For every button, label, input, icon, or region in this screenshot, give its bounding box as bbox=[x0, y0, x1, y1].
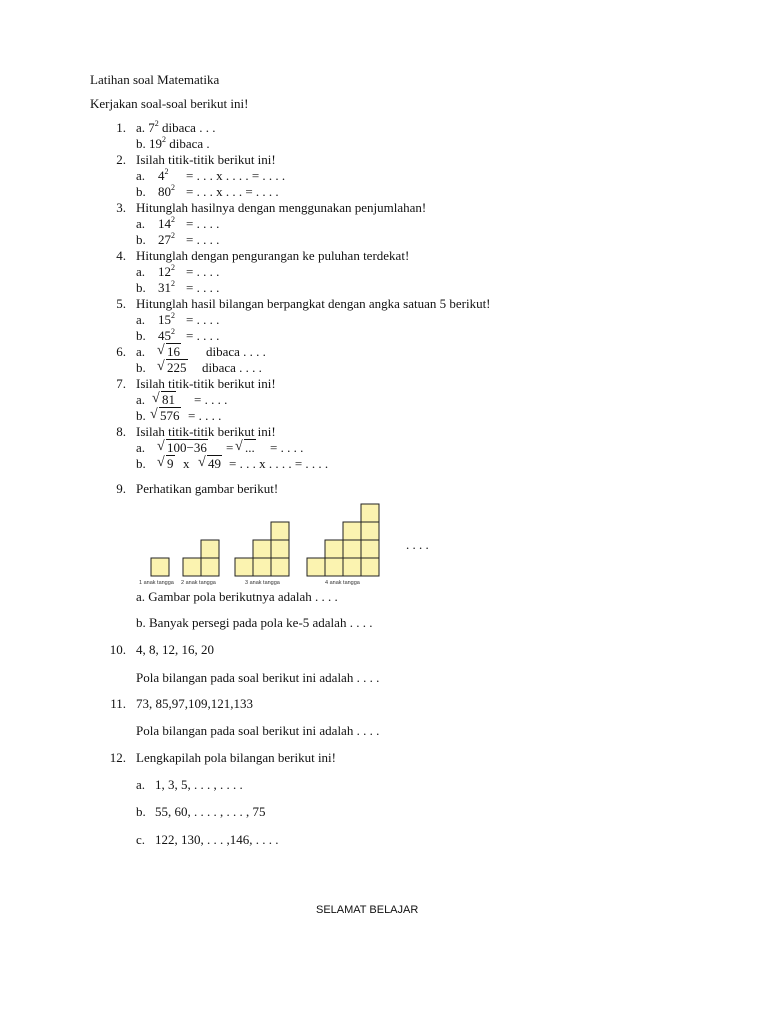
question-8b-answer: = . . . x . . . . = . . . . bbox=[229, 456, 329, 471]
root-sign: √ 16 bbox=[157, 343, 180, 359]
stair-square bbox=[343, 558, 361, 576]
question-2a: $4^2$ bbox=[158, 167, 169, 183]
stair-square bbox=[253, 540, 271, 558]
question-5a-answer: = . . . . bbox=[186, 312, 220, 327]
question-10-text: 4, 8, 12, 16, 20 bbox=[136, 642, 214, 657]
question-4b: $31^2$ bbox=[158, 279, 175, 295]
question-number: 5. bbox=[116, 296, 126, 311]
question-12a: 1, 3, 5, . . . , . . . . bbox=[155, 777, 243, 792]
question-7a-root bbox=[151, 392, 176, 408]
question-11-text: 73, 85,97,109,121,133 bbox=[136, 696, 253, 711]
question-5a-label: a. bbox=[136, 312, 146, 327]
question-3b-answer: = . . . . bbox=[186, 232, 220, 247]
question-4-text: Hitunglah dengan pengurangan ke puluhan terdekat! bbox=[136, 248, 410, 263]
question-8b-times: x bbox=[183, 456, 190, 471]
question-1b: b. $19^2$ dibaca . bbox=[136, 135, 210, 151]
question-6a-answer: dibaca . . . . bbox=[206, 344, 266, 359]
question-number: 3. bbox=[116, 200, 126, 215]
question-7b-label: b. bbox=[136, 408, 146, 423]
question-8a-label: a. bbox=[136, 440, 146, 455]
question-12b-label: b. bbox=[136, 804, 146, 819]
question-2-text: Isilah titik-titik berikut ini! bbox=[136, 152, 276, 167]
stair-square bbox=[361, 540, 379, 558]
question-number: 11. bbox=[110, 696, 126, 711]
question-6b-label: b. bbox=[136, 360, 146, 375]
question-number: 6. bbox=[116, 344, 126, 359]
question-7b-answer: = . . . . bbox=[188, 408, 222, 423]
stair-square bbox=[271, 558, 289, 576]
question-3-text: Hitunglah hasilnya dengan menggunakan penjumlahan! bbox=[136, 200, 427, 215]
question-2b-answer: = . . . x . . . = . . . . bbox=[186, 184, 279, 199]
root-sign: √ 100−36 bbox=[157, 439, 207, 455]
stair-square bbox=[325, 540, 343, 558]
question-number: 4. bbox=[116, 248, 126, 263]
question-number: 2. bbox=[116, 152, 126, 167]
question-7b-root bbox=[149, 408, 181, 424]
stair-caption: 4 anak tangga bbox=[325, 580, 360, 585]
question-8a-root2 bbox=[234, 440, 256, 456]
question-5-text: Hitunglah hasil bilangan berpangkat dengan angka satuan 5 berikut! bbox=[136, 296, 491, 311]
question-3b-label: b. bbox=[136, 232, 146, 247]
question-5b-label: b. bbox=[136, 328, 146, 343]
question-8a-answer: = . . . . bbox=[270, 440, 304, 455]
question-2b-label: b. bbox=[136, 184, 146, 199]
question-6b-root bbox=[156, 360, 188, 376]
question-8-text: Isilah titik-titik berikut ini! bbox=[136, 424, 276, 439]
question-12b: 55, 60, . . . . , . . . , 75 bbox=[155, 804, 266, 819]
question-9a: a. Gambar pola berikutnya adalah . . . . bbox=[136, 589, 338, 604]
stair-caption: 3 anak tangga bbox=[245, 580, 280, 585]
question-6a-label: a. bbox=[136, 344, 146, 359]
stair-square bbox=[307, 558, 325, 576]
instruction: Kerjakan soal-soal berikut ini! bbox=[90, 96, 249, 111]
question-number: 8. bbox=[116, 424, 126, 439]
question-5a: $15^2$ bbox=[158, 311, 175, 327]
question-3a-answer: = . . . . bbox=[186, 216, 220, 231]
question-4b-label: b. bbox=[136, 280, 146, 295]
question-6a-root bbox=[156, 344, 181, 360]
root-sign: √ 49 bbox=[198, 455, 221, 471]
question-number: 9. bbox=[116, 481, 126, 496]
question-4b-answer: = . . . . bbox=[186, 280, 220, 295]
question-5b: $45^2$ bbox=[158, 327, 175, 343]
question-2b: $80^2$ bbox=[158, 183, 175, 199]
question-2a-label: a. bbox=[136, 168, 146, 183]
question-4a-answer: = . . . . bbox=[186, 264, 220, 279]
stair-square bbox=[361, 504, 379, 522]
question-9-text: Perhatikan gambar berikut! bbox=[136, 481, 279, 496]
question-12a-label: a. bbox=[136, 777, 146, 792]
stair-square bbox=[151, 558, 169, 576]
question-2a-answer: = . . . x . . . . = . . . . bbox=[186, 168, 286, 183]
question-number: 10. bbox=[109, 642, 126, 657]
figure-continuation-dots: . . . . bbox=[406, 537, 429, 552]
question-12c-label: c. bbox=[136, 832, 146, 847]
stair-square bbox=[343, 522, 361, 540]
staircase-figure bbox=[137, 503, 383, 585]
question-12-text: Lengkapilah pola bilangan berikut ini! bbox=[136, 750, 336, 765]
question-10-sub: Pola bilangan pada soal berikut ini adalah . . . . bbox=[136, 670, 380, 685]
question-5b-answer: = . . . . bbox=[186, 328, 220, 343]
question-7a-answer: = . . . . bbox=[194, 392, 228, 407]
question-3b: $27^2$ bbox=[158, 231, 175, 247]
stair-square bbox=[201, 540, 219, 558]
question-1a: a. $7^2$ dibaca . . . bbox=[136, 119, 216, 135]
question-8b-root2 bbox=[197, 456, 222, 472]
stair-square bbox=[361, 522, 379, 540]
root-sign: √ ... bbox=[235, 439, 255, 455]
stair-square bbox=[325, 558, 343, 576]
stair-square bbox=[201, 558, 219, 576]
question-9b: b. Banyak persegi pada pola ke-5 adalah . . . . bbox=[136, 615, 373, 630]
stair-square bbox=[183, 558, 201, 576]
question-6b-answer: dibaca . . . . bbox=[202, 360, 262, 375]
root-sign: √ 576 bbox=[150, 407, 180, 423]
question-3a-label: a. bbox=[136, 216, 146, 231]
question-4a-label: a. bbox=[136, 264, 146, 279]
stair-caption: 2 anak tangga bbox=[181, 580, 216, 585]
stair-caption: 1 anak tangga bbox=[139, 580, 174, 585]
question-11-sub: Pola bilangan pada soal berikut ini adalah . . . . bbox=[136, 723, 380, 738]
root-sign: √ 225 bbox=[157, 359, 187, 375]
question-8a-root bbox=[156, 440, 208, 456]
question-number: 12. bbox=[109, 750, 126, 765]
question-12c: 122, 130, . . . ,146, . . . . bbox=[155, 832, 279, 847]
question-4a: $12^2$ bbox=[158, 263, 175, 279]
question-8b-root bbox=[156, 456, 175, 472]
question-number: 7. bbox=[116, 376, 126, 391]
stair-square bbox=[253, 558, 271, 576]
footer-text: SELAMAT BELAJAR bbox=[316, 904, 419, 916]
root-sign: √ 81 bbox=[152, 391, 175, 407]
question-7a-label: a. bbox=[136, 392, 146, 407]
question-8a-equals: = bbox=[226, 440, 234, 455]
question-number: 1. bbox=[116, 120, 126, 135]
stair-square bbox=[343, 540, 361, 558]
page-title: Latihan soal Matematika bbox=[90, 72, 220, 87]
question-3a: $14^2$ bbox=[158, 215, 175, 231]
question-8b-label: b. bbox=[136, 456, 146, 471]
question-7-text: Isilah titik-titik berikut ini! bbox=[136, 376, 276, 391]
stair-square bbox=[271, 540, 289, 558]
root-sign: √ 9 bbox=[157, 455, 174, 471]
stair-square bbox=[235, 558, 253, 576]
stair-square bbox=[361, 558, 379, 576]
stair-square bbox=[271, 522, 289, 540]
